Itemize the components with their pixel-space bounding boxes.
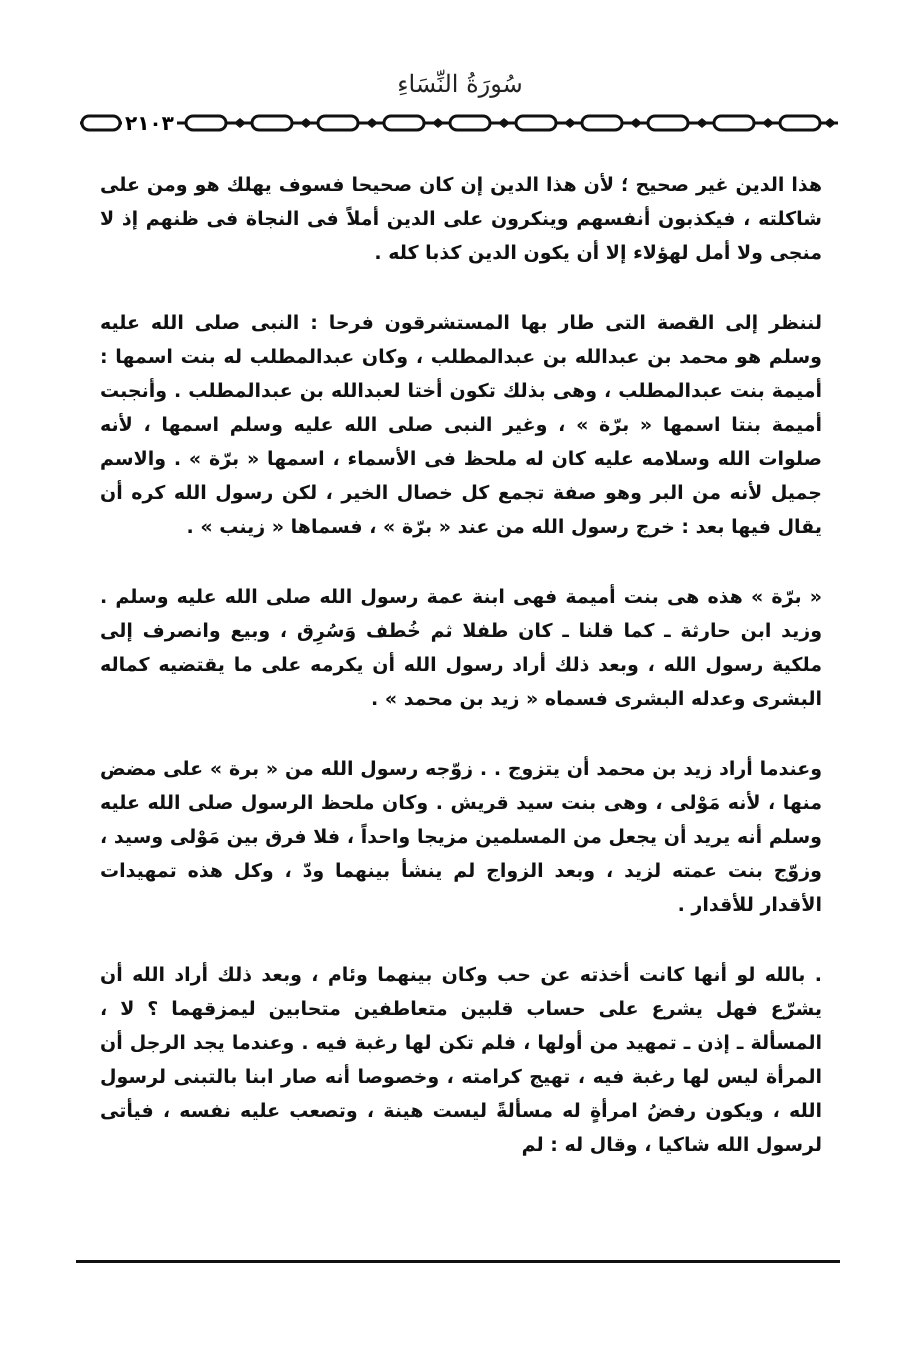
paragraph: . بالله لو أنها كانت أخذته عن حب وكان بينهما وئام ، وبعد ذلك أراد الله أن يشرّع فهل يشرع على حساب قلبين متعاطفين متحابين ليمزقهما ؟ لا ، المسألة ـ إذن ـ تمهيد من أولها ، فلم تكن لها رغبة فيه . وعندما يجد الرجل أن المرأة ليس لها رغبة فيه ، تهيج كرامته ، وخصوصا أنه صار ابنا بالتبنى لرسول الله ، ويكون رفضُ امرأةٍ له مسألةً ليست هينة ، وتصعب عليه نفسه ، فيأتى لرسول الله شاكيا ، وقال له : لم — [100, 964, 822, 1156]
surah-title: سُورَةُ النِّسَاءِ — [397, 70, 523, 98]
body-text — [100, 168, 822, 1162]
ornament-pattern — [82, 116, 836, 130]
page-number: ٢١٠٣ — [122, 108, 177, 138]
paragraph: هذا الدين غير صحيح ؛ لأن هذا الدين إن كان صحيحا فسوف يهلك هو ومن على شاكلته ، فيكذبون أنفسهم وينكرون على الدين أملاً فى النجاة فى ظنهم إذ لا منجى ولا أمل لهؤلاء إلا أن يكون الدين كذبا كله . — [100, 174, 822, 264]
paragraph: لننظر إلى القصة التى طار بها المستشرقون فرحا : النبى صلى الله عليه وسلم هو محمد بن عبدالله بن عبدالمطلب ، وكان عبدالمطلب له بنت اسمها : أميمة بنت عبدالمطلب ، وهى بذلك تكون أختا لعبدالله بن عبدالمطلب . وأنجبت أميمة بنتا اسمها « برّة » ، وغير النبى صلى الله عليه وسلم اسمها ، لأنه صلوات الله وسلامه عليه كان له ملحظ فى الأسماء ، اسمها « برّة » . والاسم جميل لأنه من البر وهو صفة تجمع كل خصال الخير ، لكن رسول الله كره أن يقال فيها بعد : خرج رسول الله من عند « برّة » ، فسماها « زينب » . — [100, 312, 822, 538]
paragraph: « برّة » هذه هى بنت أميمة فهى ابنة عمة رسول الله صلى الله عليه وسلم . وزيد ابن حارثة ـ كما قلنا ـ كان طفلا ثم خُطف وَسُرِق ، وبيع وانصرف إلى ملكية رسول الله ، وبعد ذلك أراد رسول الله أن يكرمه على ما يقتضيه كماله البشرى وعدله البشرى فسماه « زيد بن محمد » . — [100, 586, 822, 710]
footer-rule — [76, 1260, 840, 1263]
paragraph: وعندما أراد زيد بن محمد أن يتزوج . . زوّجه رسول الله من « برة » على مضض منها ، لأنه مَوْلى ، وهى بنت سيد قريش . وكان ملحظ الرسول صلى الله عليه وسلم أنه يريد أن يجعل من المسلمين مزيجا واحداً ، فلا فرق بين مَوْلى وسيد ، وزوّج بنت عمته لزيد ، وبعد الزواج لم ينشأ بينهما ودّ ، وكل هذه تمهيدات الأقدار للأقدار . — [100, 758, 822, 916]
header-ornament-band — [78, 108, 840, 138]
